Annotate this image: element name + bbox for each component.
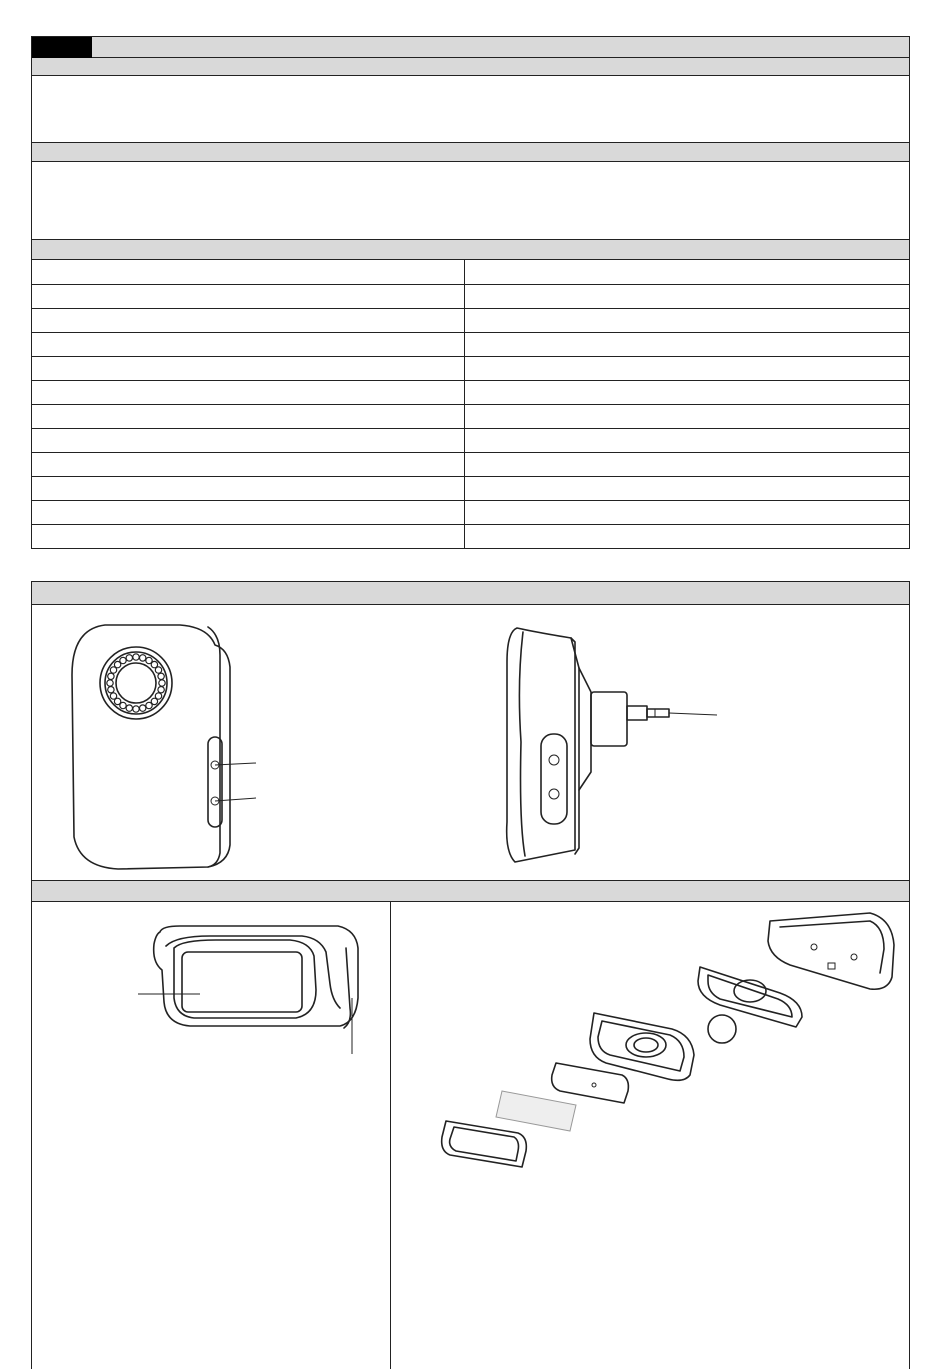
speaker-hole — [120, 657, 126, 663]
table-row-divider — [32, 404, 909, 405]
table-row-divider — [32, 332, 909, 333]
doorbell-receiver-side-plug-drawing — [495, 622, 735, 867]
speaker-hole — [126, 705, 132, 711]
speaker-hole — [110, 693, 116, 699]
speaker-hole — [133, 654, 139, 660]
subheading-bar-2 — [32, 143, 909, 162]
speaker-hole — [140, 705, 146, 711]
push-button-exploded-view-drawing — [430, 905, 900, 1180]
speaker-hole — [107, 680, 113, 686]
table-row-divider — [32, 452, 909, 453]
doorbell-receiver-front-drawing — [60, 615, 280, 875]
table-row-divider — [32, 380, 909, 381]
table-row-divider — [32, 500, 909, 501]
figure-title-bar — [32, 582, 909, 605]
text-block-1 — [32, 76, 909, 142]
lower-column-divider — [390, 902, 391, 1369]
speaker-hole — [133, 706, 139, 712]
speaker-hole — [108, 687, 114, 693]
table-row-divider — [32, 428, 909, 429]
section-title-bar — [32, 37, 909, 58]
table-row-divider — [32, 284, 909, 285]
speaker-hole — [155, 667, 161, 673]
section-number-tab — [32, 37, 92, 58]
speaker-hole — [159, 680, 165, 686]
speaker-hole — [146, 702, 152, 708]
lower-title-bar — [32, 881, 909, 902]
text-block-2 — [32, 162, 909, 239]
speaker-hole — [126, 655, 132, 661]
speaker-hole — [158, 673, 164, 679]
table-row-divider — [32, 476, 909, 477]
subheading-bar-1 — [32, 58, 909, 76]
spec-table — [32, 260, 909, 548]
push-button-assembled-drawing — [120, 918, 380, 1068]
table-row-divider — [32, 308, 909, 309]
speaker-hole — [108, 673, 114, 679]
subheading-bar-3 — [32, 240, 909, 260]
speaker-hole — [140, 655, 146, 661]
table-row-divider — [32, 356, 909, 357]
speaker-hole — [158, 687, 164, 693]
table-row-divider — [32, 524, 909, 525]
